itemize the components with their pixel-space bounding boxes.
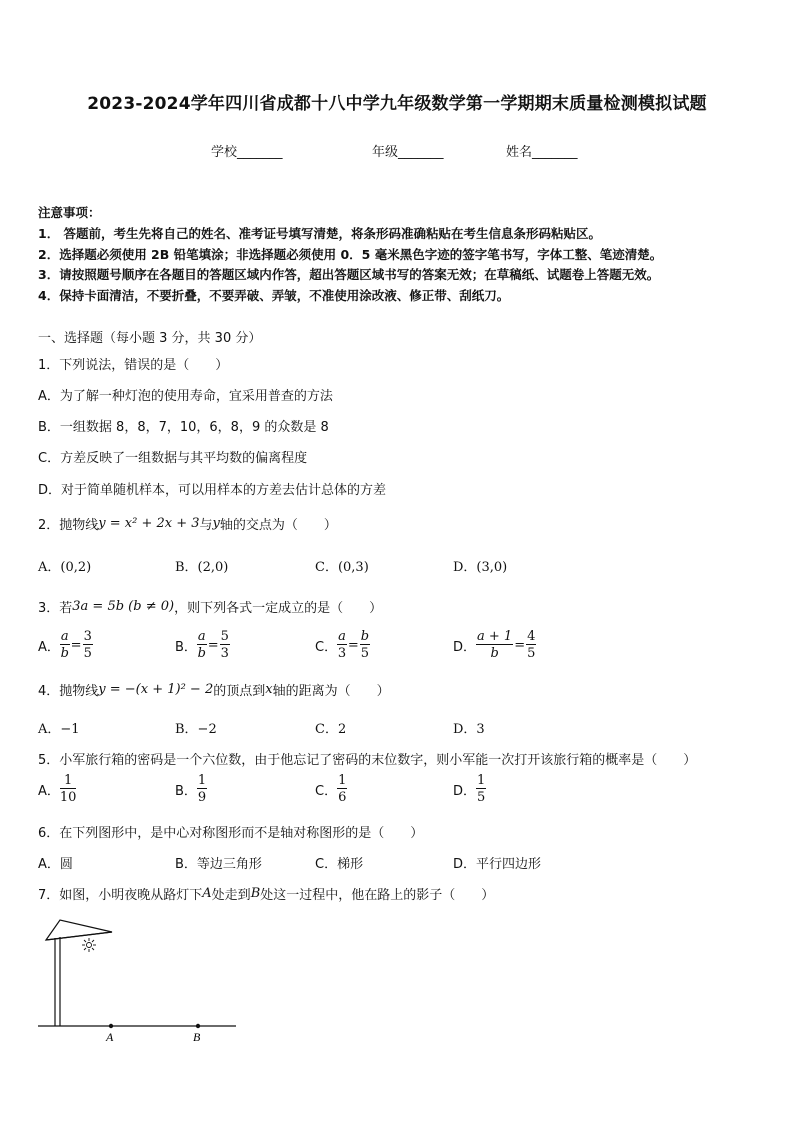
question-7-prefix: 7．如图，小明夜晚从路灯下 (38, 888, 203, 903)
question-1-stem: 1．下列说法，错误的是（ ） (38, 358, 229, 373)
question-6-option-b[interactable]: B．等边三角形 (175, 857, 262, 872)
denominator: 5 (477, 790, 486, 805)
question-7-stem (38, 884, 494, 903)
question-4-option-d[interactable]: D．3 (453, 722, 485, 737)
question-2-option-c[interactable]: C．(0,3) (315, 560, 369, 575)
equals-sign: = (347, 637, 359, 653)
question-3-formula: 3a = 5b (b ≠ 0) (72, 599, 175, 614)
numerator: b (360, 629, 370, 644)
denominator: 9 (197, 790, 207, 805)
numerator: 5 (220, 629, 229, 644)
question-5-option-c[interactable] (315, 774, 347, 804)
question-5-option-d[interactable] (453, 774, 486, 804)
question-2-option-b[interactable]: B．(2,0) (175, 560, 229, 575)
page-title: 2023-2024学年四川省成都十八中学九年级数学第一学期期末质量检测模拟试题 (87, 94, 707, 114)
question-2-option-a[interactable]: A．(0,2) (38, 560, 92, 575)
question-2-mid: 与 (199, 518, 213, 533)
question-4-option-a[interactable]: A．−1 (38, 722, 80, 737)
note-item: 4．保持卡面清洁，不要折叠，不要弄破、弄皱，不准使用涂改液、修正带、刮纸刀。 (38, 288, 510, 303)
option-label: B． (175, 639, 197, 655)
question-4-option-b[interactable]: B．−2 (175, 722, 217, 737)
denominator: 5 (527, 646, 536, 661)
grade-field[interactable]: 年级_______ (372, 145, 444, 160)
question-3-option-d[interactable] (453, 630, 536, 660)
numerator: 1 (197, 773, 207, 788)
numerator: 1 (477, 773, 486, 788)
denominator: 5 (83, 646, 92, 661)
numerator: 4 (527, 629, 536, 644)
denominator: 5 (360, 646, 370, 661)
question-4-option-c[interactable]: C．2 (315, 722, 347, 737)
question-2-var: y (212, 516, 220, 531)
numerator: a (197, 629, 206, 644)
question-1-option-a[interactable]: A．为了解一种灯泡的使用寿命，宜采用普查的方法 (38, 389, 333, 404)
note-item: 3．请按照题号顺序在各题目的答题区域内作答，超出答题区域书写的答案无效；在草稿纸、试题卷上答题无效。 (38, 267, 660, 282)
question-7-mid: 处走到 (211, 888, 251, 903)
question-6-option-d[interactable]: D．平行四边形 (453, 857, 542, 872)
question-2-option-d[interactable]: D．(3,0) (453, 560, 508, 575)
option-label: B． (175, 783, 197, 799)
fraction (60, 630, 70, 660)
fraction (337, 774, 347, 804)
label-b: B (193, 1030, 201, 1044)
fraction (526, 630, 536, 660)
option-label: A． (38, 639, 60, 655)
fraction (197, 630, 207, 660)
notes-heading: 注意事项： (38, 205, 101, 220)
question-2-prefix: 2．抛物线 (38, 518, 99, 533)
denominator: 10 (59, 790, 77, 805)
section-heading: 一、选择题（每小题 3 分，共 30 分） (38, 331, 262, 346)
fraction (220, 630, 230, 660)
denominator: 6 (338, 790, 347, 805)
numerator: a (338, 629, 346, 644)
question-3-option-c[interactable] (315, 630, 370, 660)
question-4-prefix: 4．抛物线 (38, 684, 99, 699)
question-3-stem (38, 597, 382, 616)
numerator: 1 (338, 773, 347, 788)
question-3-option-a[interactable] (38, 630, 93, 660)
question-1-option-c[interactable]: C．方差反映了一组数据与其平均数的偏离程度 (38, 451, 308, 466)
denominator: b (60, 646, 69, 661)
point-b (196, 1024, 200, 1028)
question-5-option-b[interactable] (175, 774, 207, 804)
streetlamp-figure (30, 912, 250, 1047)
question-6-option-a[interactable]: A．圆 (38, 857, 73, 872)
question-2-stem (38, 514, 337, 533)
question-7-suffix: 处这一过程中，他在路上的影子（ ） (260, 888, 495, 903)
school-field[interactable]: 学校_______ (211, 145, 283, 160)
option-label: D． (453, 783, 477, 799)
option-label: C． (315, 639, 338, 655)
denominator: 3 (220, 646, 229, 661)
fraction (197, 774, 207, 804)
numerator: 1 (60, 774, 77, 789)
question-5-stem: 5．小军旅行箱的密码是一个六位数，由于他忘记了密码的末位数字，则小军能一次打开该旅行箱的概率是（ ） (38, 753, 697, 768)
question-4-formula: y = −(x + 1)² − 2 (98, 682, 214, 697)
equals-sign: = (70, 637, 82, 653)
question-4-suffix: 轴的距离为（ ） (272, 684, 390, 699)
fraction (83, 630, 93, 660)
point-a (109, 1024, 113, 1028)
denominator: 3 (337, 646, 347, 661)
question-1-option-b[interactable]: B．一组数据 8，8，7，10，6，8，9 的众数是 8 (38, 420, 329, 435)
denominator: b (490, 646, 499, 661)
question-3-option-b[interactable] (175, 630, 230, 660)
question-5-option-a[interactable] (38, 774, 76, 804)
fraction (476, 630, 513, 660)
note-item: 2．选择题必须使用 2B 铅笔填涂；非选择题必须使用 0．5 毫米黑色字迹的签字笔书写，字体工整、笔迹清楚。 (38, 247, 663, 262)
numerator: 3 (83, 629, 92, 644)
question-4-stem (38, 680, 390, 699)
fraction (337, 630, 347, 660)
fraction (60, 774, 77, 804)
question-3-suffix: ，则下列各式一定成立的是（ ） (174, 601, 383, 616)
question-1-option-d[interactable]: D．对于简单随机样本，可以用样本的方差去估计总体的方差 (38, 483, 387, 498)
question-4-var: x (265, 682, 273, 697)
lamp-head (46, 920, 112, 940)
question-4-mid: 的顶点到 (213, 684, 266, 699)
lamp-post (55, 937, 60, 1026)
fraction (360, 630, 370, 660)
question-7-var-a: A (202, 886, 212, 901)
denominator: b (197, 646, 206, 661)
numerator: a (60, 629, 69, 644)
option-label: C． (315, 783, 338, 799)
label-a: A (106, 1030, 114, 1044)
equals-sign: = (207, 637, 219, 653)
numerator: a + 1 (477, 629, 513, 644)
question-2-suffix: 轴的交点为（ ） (219, 518, 337, 533)
question-6-option-c[interactable]: C．梯形 (315, 857, 364, 872)
equals-sign: = (514, 637, 526, 653)
question-2-formula: y = x² + 2x + 3 (98, 516, 200, 531)
fraction (476, 774, 486, 804)
note-item: 1． 答题前，考生先将自己的姓名、准考证号填写清楚，将条形码准确粘贴在考生信息条形码粘贴区。 (38, 226, 602, 241)
sun-burst-icon (82, 938, 96, 952)
question-6-stem: 6．在下列图形中，是中心对称图形而不是轴对称图形的是（ ） (38, 826, 424, 841)
name-field[interactable]: 姓名_______ (506, 145, 578, 160)
option-label: D． (453, 639, 477, 655)
question-3-prefix: 3．若 (38, 601, 73, 616)
question-7-var-b: B (250, 886, 261, 901)
option-label: A． (38, 783, 60, 799)
